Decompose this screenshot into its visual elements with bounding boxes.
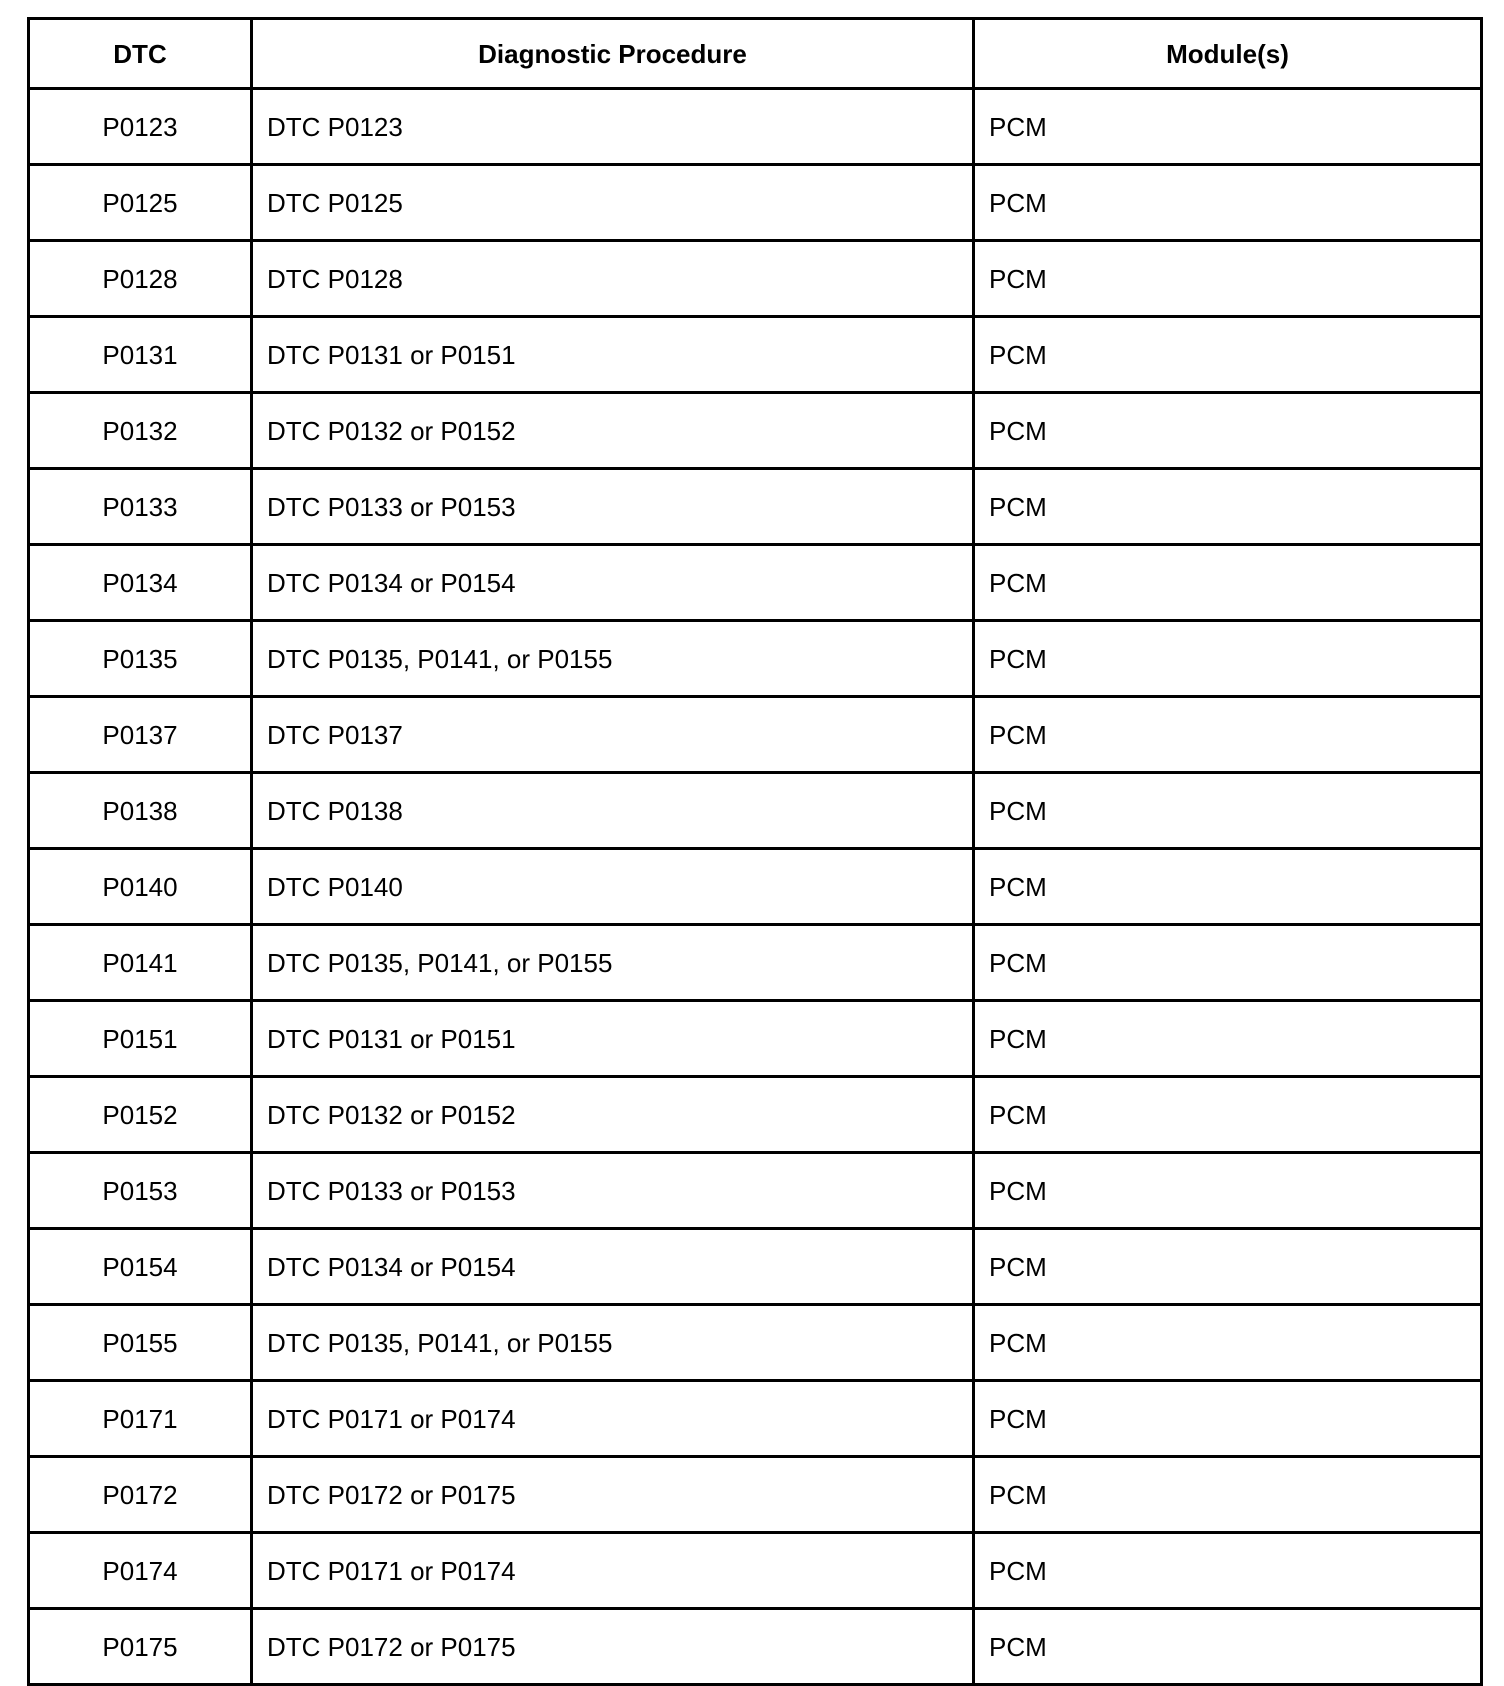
dtc-code: P0138 (29, 773, 252, 849)
diagnostic-procedure: DTC P0123 (252, 89, 974, 165)
table-row (29, 393, 1482, 469)
module: PCM (974, 849, 1482, 925)
module: PCM (974, 393, 1482, 469)
table-row (29, 773, 1482, 849)
table-row (29, 469, 1482, 545)
header-modules: Module(s) (974, 19, 1482, 89)
dtc-code: P0172 (29, 1457, 252, 1533)
diagnostic-procedure: DTC P0135, P0141, or P0155 (252, 1305, 974, 1381)
diagnostic-procedure: DTC P0171 or P0174 (252, 1381, 974, 1457)
table-header (29, 19, 1482, 89)
diagnostic-procedure: DTC P0134 or P0154 (252, 1229, 974, 1305)
module: PCM (974, 1609, 1482, 1685)
module: PCM (974, 165, 1482, 241)
table-row (29, 1305, 1482, 1381)
module: PCM (974, 469, 1482, 545)
dtc-code: P0135 (29, 621, 252, 697)
dtc-code: P0134 (29, 545, 252, 621)
diagnostic-procedure: DTC P0134 or P0154 (252, 545, 974, 621)
module: PCM (974, 1001, 1482, 1077)
diagnostic-procedure: DTC P0171 or P0174 (252, 1533, 974, 1609)
table-row (29, 241, 1482, 317)
diagnostic-procedure: DTC P0172 or P0175 (252, 1457, 974, 1533)
dtc-code: P0132 (29, 393, 252, 469)
module: PCM (974, 1457, 1482, 1533)
module: PCM (974, 317, 1482, 393)
table-row (29, 1077, 1482, 1153)
diagnostic-procedure: DTC P0172 or P0175 (252, 1609, 974, 1685)
dtc-table (27, 17, 1483, 1686)
diagnostic-procedure: DTC P0132 or P0152 (252, 393, 974, 469)
diagnostic-procedure: DTC P0135, P0141, or P0155 (252, 621, 974, 697)
dtc-code: P0125 (29, 165, 252, 241)
module: PCM (974, 1533, 1482, 1609)
diagnostic-procedure: DTC P0140 (252, 849, 974, 925)
module: PCM (974, 773, 1482, 849)
diagnostic-procedure: DTC P0133 or P0153 (252, 469, 974, 545)
table-row (29, 1001, 1482, 1077)
dtc-code: P0137 (29, 697, 252, 773)
header-dtc: DTC (29, 19, 252, 89)
table-row (29, 1457, 1482, 1533)
header-row (29, 19, 1482, 89)
dtc-code: P0131 (29, 317, 252, 393)
diagnostic-procedure: DTC P0137 (252, 697, 974, 773)
table-row (29, 1229, 1482, 1305)
diagnostic-procedure: DTC P0133 or P0153 (252, 1153, 974, 1229)
module: PCM (974, 621, 1482, 697)
module: PCM (974, 545, 1482, 621)
module: PCM (974, 1077, 1482, 1153)
dtc-code: P0153 (29, 1153, 252, 1229)
table-row (29, 1609, 1482, 1685)
diagnostic-procedure: DTC P0135, P0141, or P0155 (252, 925, 974, 1001)
dtc-code: P0154 (29, 1229, 252, 1305)
module: PCM (974, 697, 1482, 773)
table-row (29, 1533, 1482, 1609)
module: PCM (974, 241, 1482, 317)
module: PCM (974, 1153, 1482, 1229)
module: PCM (974, 1381, 1482, 1457)
diagnostic-procedure: DTC P0132 or P0152 (252, 1077, 974, 1153)
diagnostic-procedure: DTC P0125 (252, 165, 974, 241)
diagnostic-procedure: DTC P0131 or P0151 (252, 1001, 974, 1077)
header-diagnostic-procedure: Diagnostic Procedure (252, 19, 974, 89)
table-row (29, 317, 1482, 393)
table-row (29, 1153, 1482, 1229)
diagnostic-procedure: DTC P0131 or P0151 (252, 317, 974, 393)
table-row (29, 621, 1482, 697)
table-row (29, 849, 1482, 925)
table-row (29, 165, 1482, 241)
diagnostic-procedure: DTC P0138 (252, 773, 974, 849)
module: PCM (974, 1305, 1482, 1381)
table-row (29, 925, 1482, 1001)
dtc-code: P0155 (29, 1305, 252, 1381)
module: PCM (974, 1229, 1482, 1305)
dtc-code: P0152 (29, 1077, 252, 1153)
table-row (29, 89, 1482, 165)
table-body (29, 89, 1482, 1685)
dtc-code: P0171 (29, 1381, 252, 1457)
module: PCM (974, 925, 1482, 1001)
dtc-code: P0151 (29, 1001, 252, 1077)
table-row (29, 697, 1482, 773)
dtc-code: P0174 (29, 1533, 252, 1609)
dtc-code: P0175 (29, 1609, 252, 1685)
diagnostic-procedure: DTC P0128 (252, 241, 974, 317)
module: PCM (974, 89, 1482, 165)
dtc-code: P0133 (29, 469, 252, 545)
table-row (29, 1381, 1482, 1457)
dtc-code: P0128 (29, 241, 252, 317)
dtc-code: P0140 (29, 849, 252, 925)
dtc-code: P0141 (29, 925, 252, 1001)
dtc-code: P0123 (29, 89, 252, 165)
table-row (29, 545, 1482, 621)
